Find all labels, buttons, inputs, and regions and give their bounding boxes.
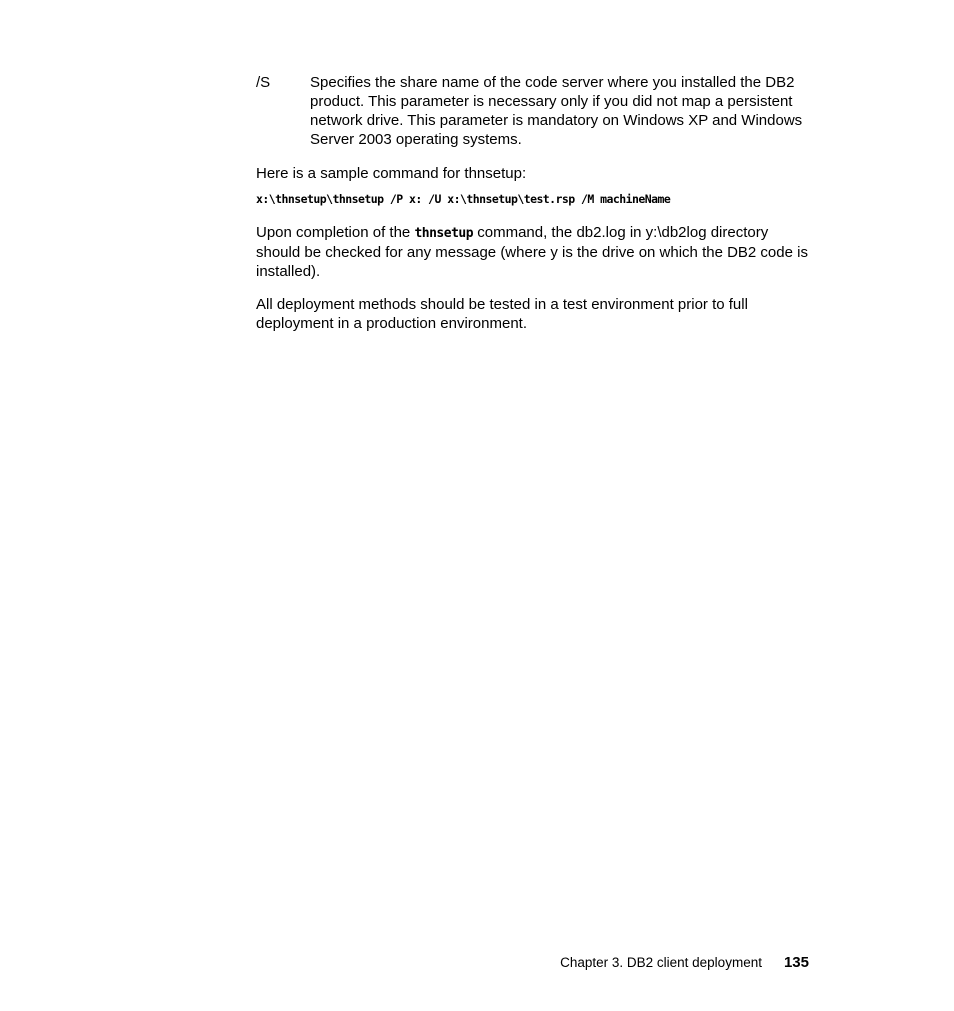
page-footer <box>560 954 809 972</box>
sample-intro: Here is a sample command for thnsetup: <box>256 165 527 182</box>
footer-page-number: 135 <box>783 954 809 971</box>
completion-paragraph <box>256 223 816 281</box>
parameter-key: /S <box>256 74 271 91</box>
completion-text-before: Upon completion of the <box>256 224 415 241</box>
inline-command: thnsetup <box>414 226 474 241</box>
footer-chapter-title: Chapter 3. DB2 client deployment <box>560 955 762 970</box>
completion-text-after: command, the db2.log in y:\db2log directory should be checked for any message (where y is the drive on which the DB2 code is installed). <box>256 224 808 280</box>
parameter-description: Specifies the share name of the code server where you installed the DB2 product. This parameter is necessary only if you did not map a persistent network drive. This parameter is mandatory on Windows XP and Windows Server 2003 operating systems. <box>310 74 803 148</box>
sample-command: x:\thnsetup\thnsetup /P x: /U x:\thnsetup\test.rsp /M machineName <box>256 192 671 206</box>
testing-paragraph: All deployment methods should be tested in a test environment prior to full deployment in a production environment. <box>256 296 748 332</box>
